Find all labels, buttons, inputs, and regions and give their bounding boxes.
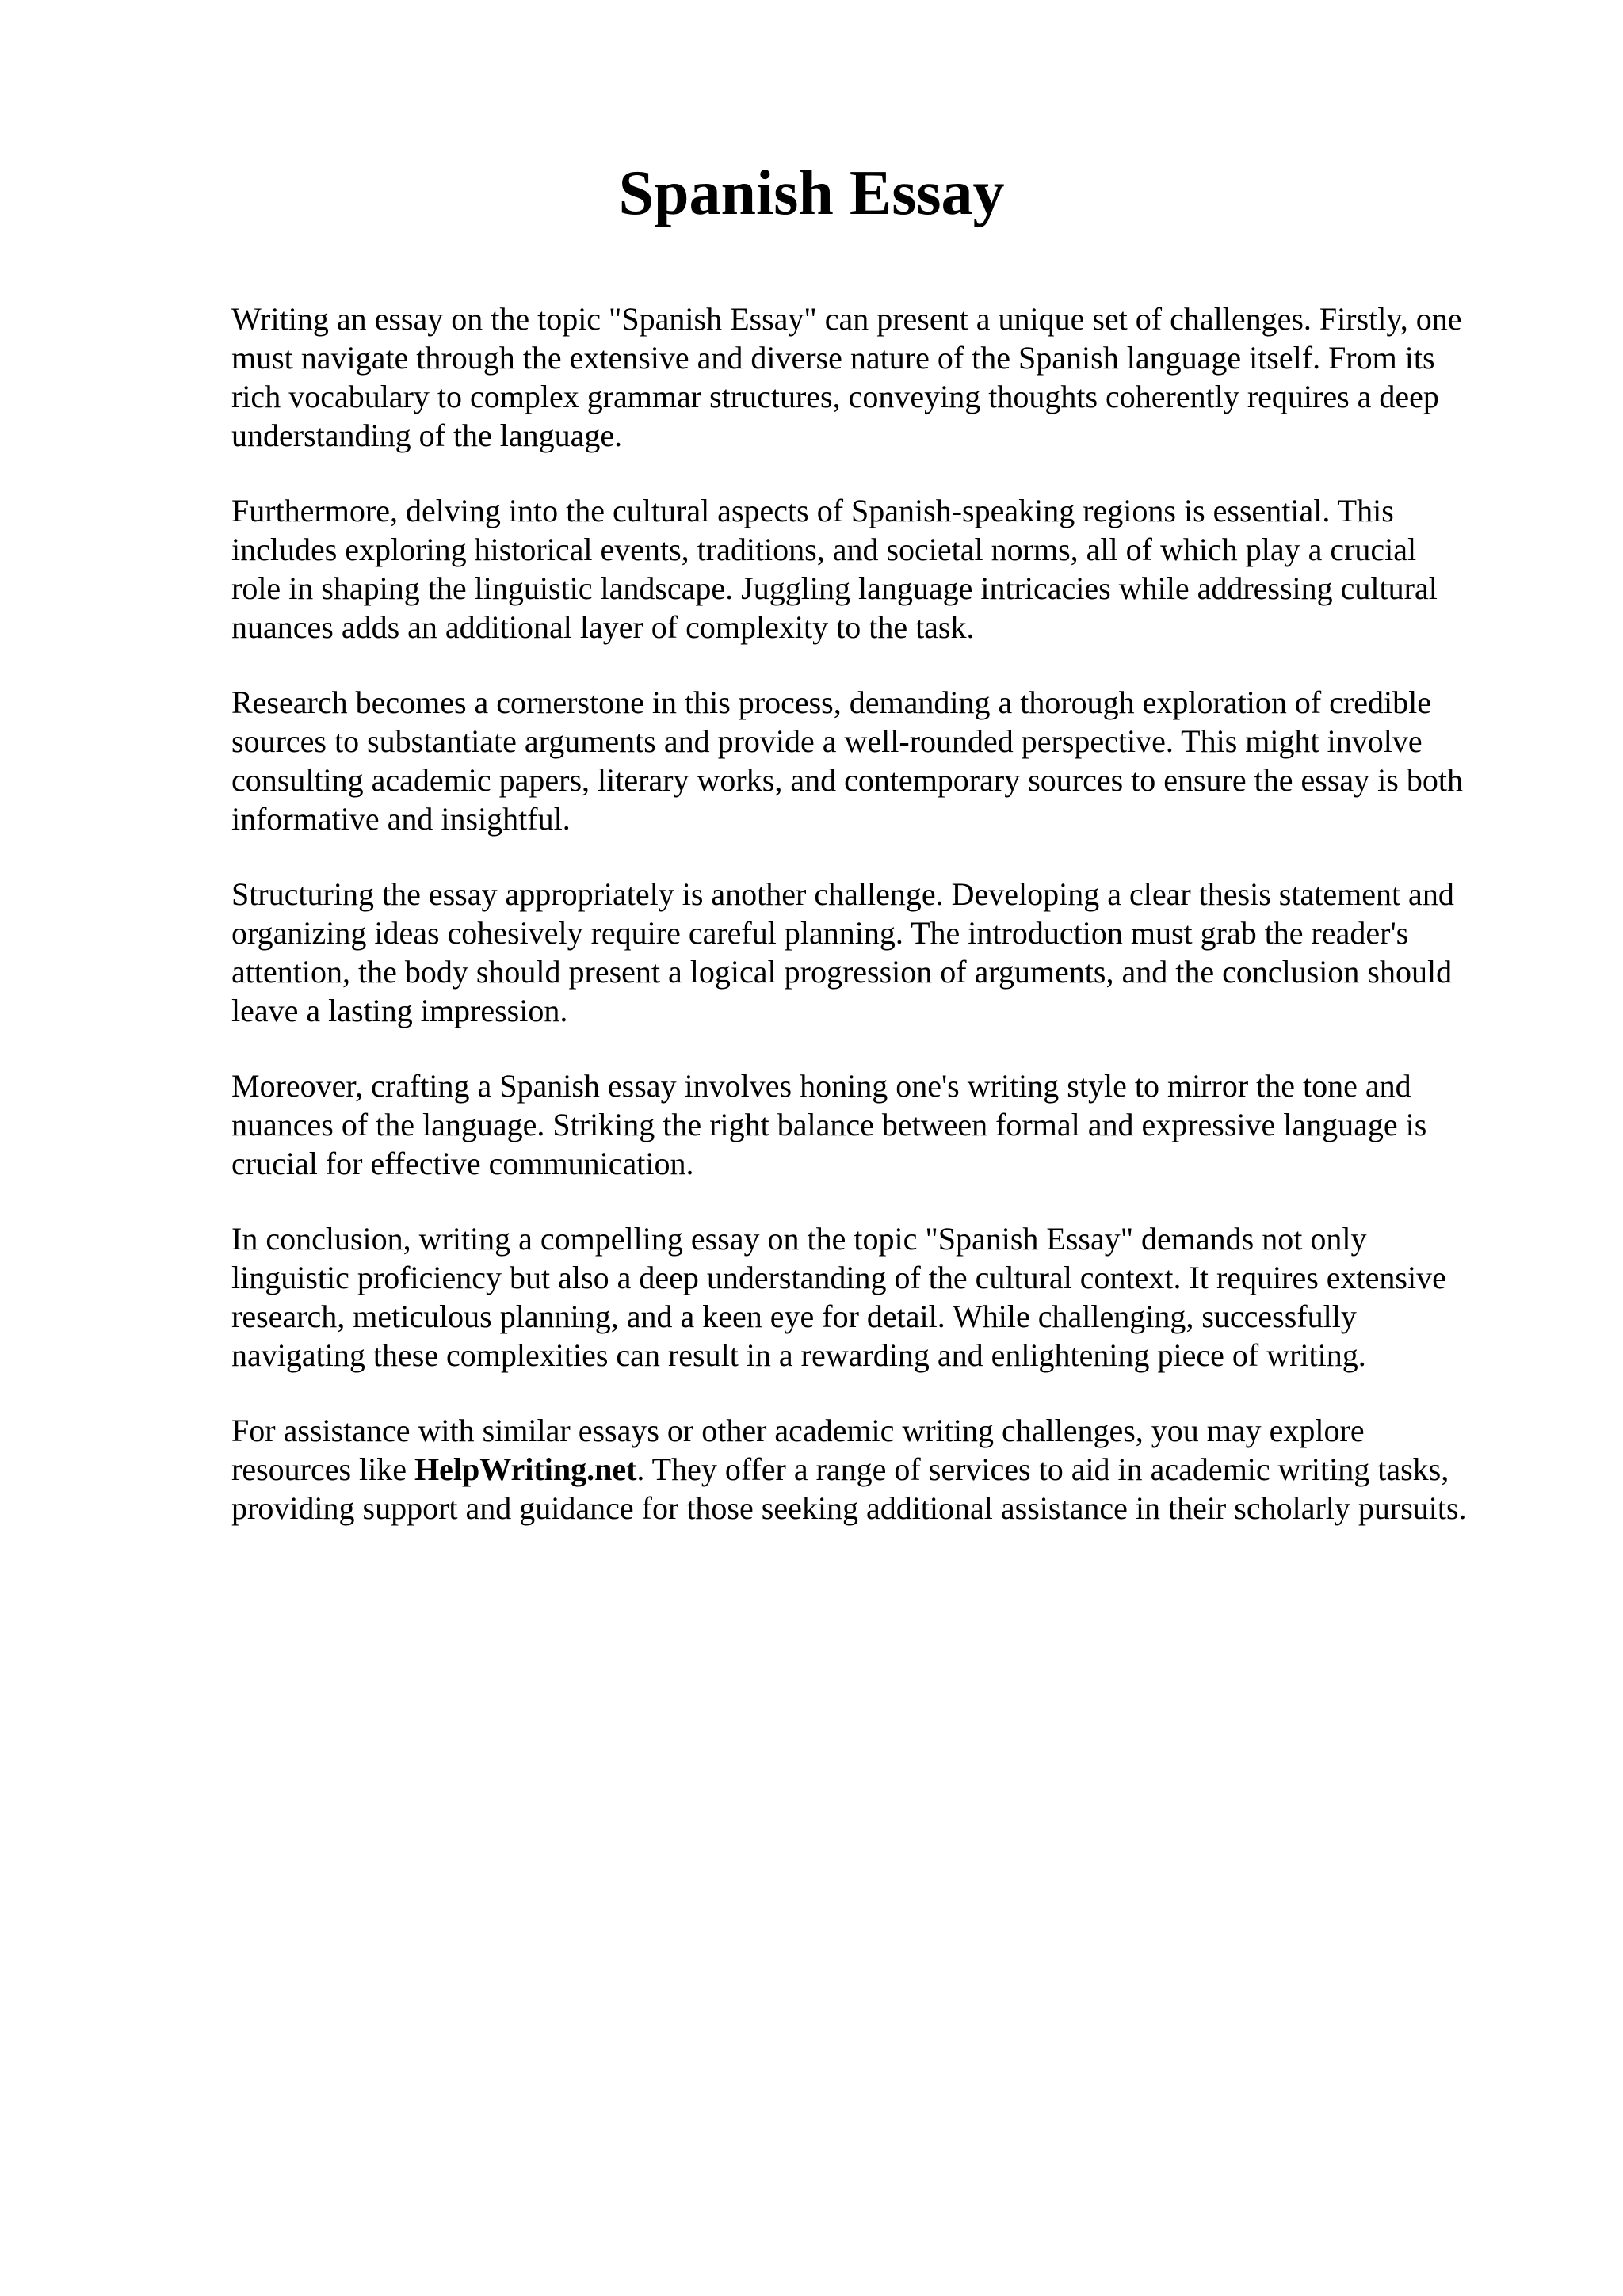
- text-line: consulting academic papers, literary works, and contemporary sources to ensure the essay is both: [231, 762, 1463, 798]
- text-line: research, meticulous planning, and a keen eye for detail. While challenging, successfully: [231, 1299, 1357, 1334]
- text-line: nuances adds an additional layer of complexity to the task.: [231, 609, 975, 645]
- text-line: role in shaping the linguistic landscape. Juggling language intricacies while addressing cultural: [231, 570, 1438, 606]
- text-line: informative and insightful.: [231, 801, 571, 837]
- text-line: Research becomes a cornerstone in this process, demanding a thorough exploration of credible: [231, 685, 1431, 720]
- paragraph-4: [231, 875, 1563, 1030]
- text-line: sources to substantiate arguments and provide a well-rounded perspective. This might involve: [231, 723, 1423, 759]
- helpwriting-link[interactable]: HelpWriting.net: [414, 1451, 637, 1487]
- text-line: Furthermore, delving into the cultural aspects of Spanish-speaking regions is essential. This: [231, 493, 1394, 528]
- text-line: In conclusion, writing a compelling essay on the topic "Spanish Essay" demands not only: [231, 1221, 1367, 1257]
- text-line: attention, the body should present a logical progression of arguments, and the conclusion should: [231, 954, 1453, 990]
- document-title: Spanish Essay: [618, 158, 1005, 228]
- text-line: understanding of the language.: [231, 418, 623, 453]
- text-line: linguistic proficiency but also a deep understanding of the cultural context. It requires extensive: [231, 1260, 1446, 1295]
- text-line-with-link: [231, 1450, 1563, 1489]
- text-line: organizing ideas cohesively require careful planning. The introduction must grab the reader's: [231, 915, 1409, 951]
- closing-text-before-link: resources like: [231, 1451, 415, 1487]
- paragraph-2: [231, 491, 1563, 646]
- text-line: crucial for effective communication.: [231, 1146, 694, 1181]
- text-line: navigating these complexities can result in a rewarding and enlightening piece of writing.: [231, 1337, 1366, 1373]
- text-line: For assistance with similar essays or other academic writing challenges, you may explore: [231, 1413, 1365, 1448]
- text-line: leave a lasting impression.: [231, 993, 568, 1028]
- paragraph-6: [231, 1219, 1563, 1375]
- paragraph-1: [231, 299, 1563, 455]
- closing-text-after-link: . They offer a range of services to aid in academic writing tasks,: [636, 1451, 1449, 1487]
- text-line: nuances of the language. Striking the right balance between formal and expressive language is: [231, 1107, 1427, 1142]
- paragraph-5: [231, 1066, 1563, 1183]
- text-line: includes exploring historical events, traditions, and societal norms, all of which play a crucial: [231, 532, 1417, 567]
- text-line: Writing an essay on the topic "Spanish Essay" can present a unique set of challenges. Firstly, one: [231, 301, 1462, 337]
- text-line: rich vocabulary to complex grammar structures, conveying thoughts coherently requires a deep: [231, 379, 1439, 414]
- text-line: Structuring the essay appropriately is another challenge. Developing a clear thesis statement and: [231, 876, 1454, 912]
- closing-paragraph: [231, 1411, 1563, 1527]
- paragraph-3: [231, 683, 1563, 838]
- text-line: Moreover, crafting a Spanish essay involves honing one's writing style to mirror the tone and: [231, 1068, 1411, 1104]
- text-line: providing support and guidance for those seeking additional assistance in their scholarly pursuits.: [231, 1490, 1467, 1526]
- text-line: must navigate through the extensive and diverse nature of the Spanish language itself. From its: [231, 340, 1435, 376]
- document-body: [231, 299, 1563, 1564]
